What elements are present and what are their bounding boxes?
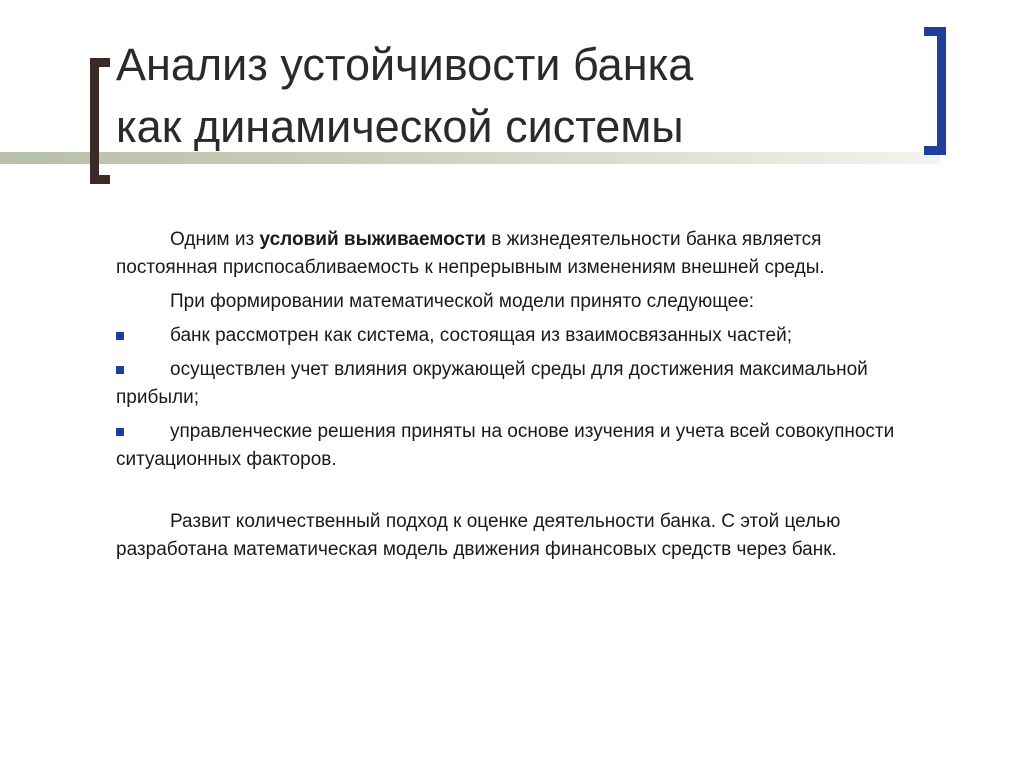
square-bullet-icon [116, 428, 124, 436]
slide-title-line-2: как динамической системы [116, 101, 684, 152]
slide-title [116, 34, 906, 158]
list-item-text: управленческие решения приняты на основе изучения и учета всей совокупности ситуационных факторов. [116, 421, 895, 470]
left-bracket-decoration [90, 58, 110, 184]
paragraph-1-suffix: в жизнедеятельности банка является постоянная приспосабливаемость к непрерывным изменениям внешней среды. [116, 229, 825, 278]
list-item [116, 322, 916, 350]
paragraph-1-prefix: Одним из [170, 229, 260, 250]
list-item [116, 356, 916, 412]
paragraph-quantitative-approach: Развит количественный подход к оценке деятельности банка. С этой целью разработана математическая модель движения финансовых средств через банк. [116, 511, 841, 560]
right-bracket-decoration [924, 27, 946, 155]
square-bullet-icon [116, 332, 124, 340]
list-item-text: банк рассмотрен как система, состоящая из взаимосвязанных частей; [170, 325, 792, 346]
assumptions-list [116, 322, 916, 474]
slide-body [116, 226, 916, 570]
square-bullet-icon [116, 366, 124, 374]
paragraph-survival-condition [116, 226, 916, 282]
paragraph-1-bold-term: условий выживаемости [259, 229, 486, 250]
slide-title-line-1: Анализ устойчивости банка [116, 39, 694, 90]
list-item [116, 418, 916, 474]
paragraph-model-assumptions: При формировании математической модели принято следующее: [170, 291, 755, 312]
list-item-text: осуществлен учет влияния окружающей среды для достижения максимальной прибыли; [116, 359, 868, 408]
